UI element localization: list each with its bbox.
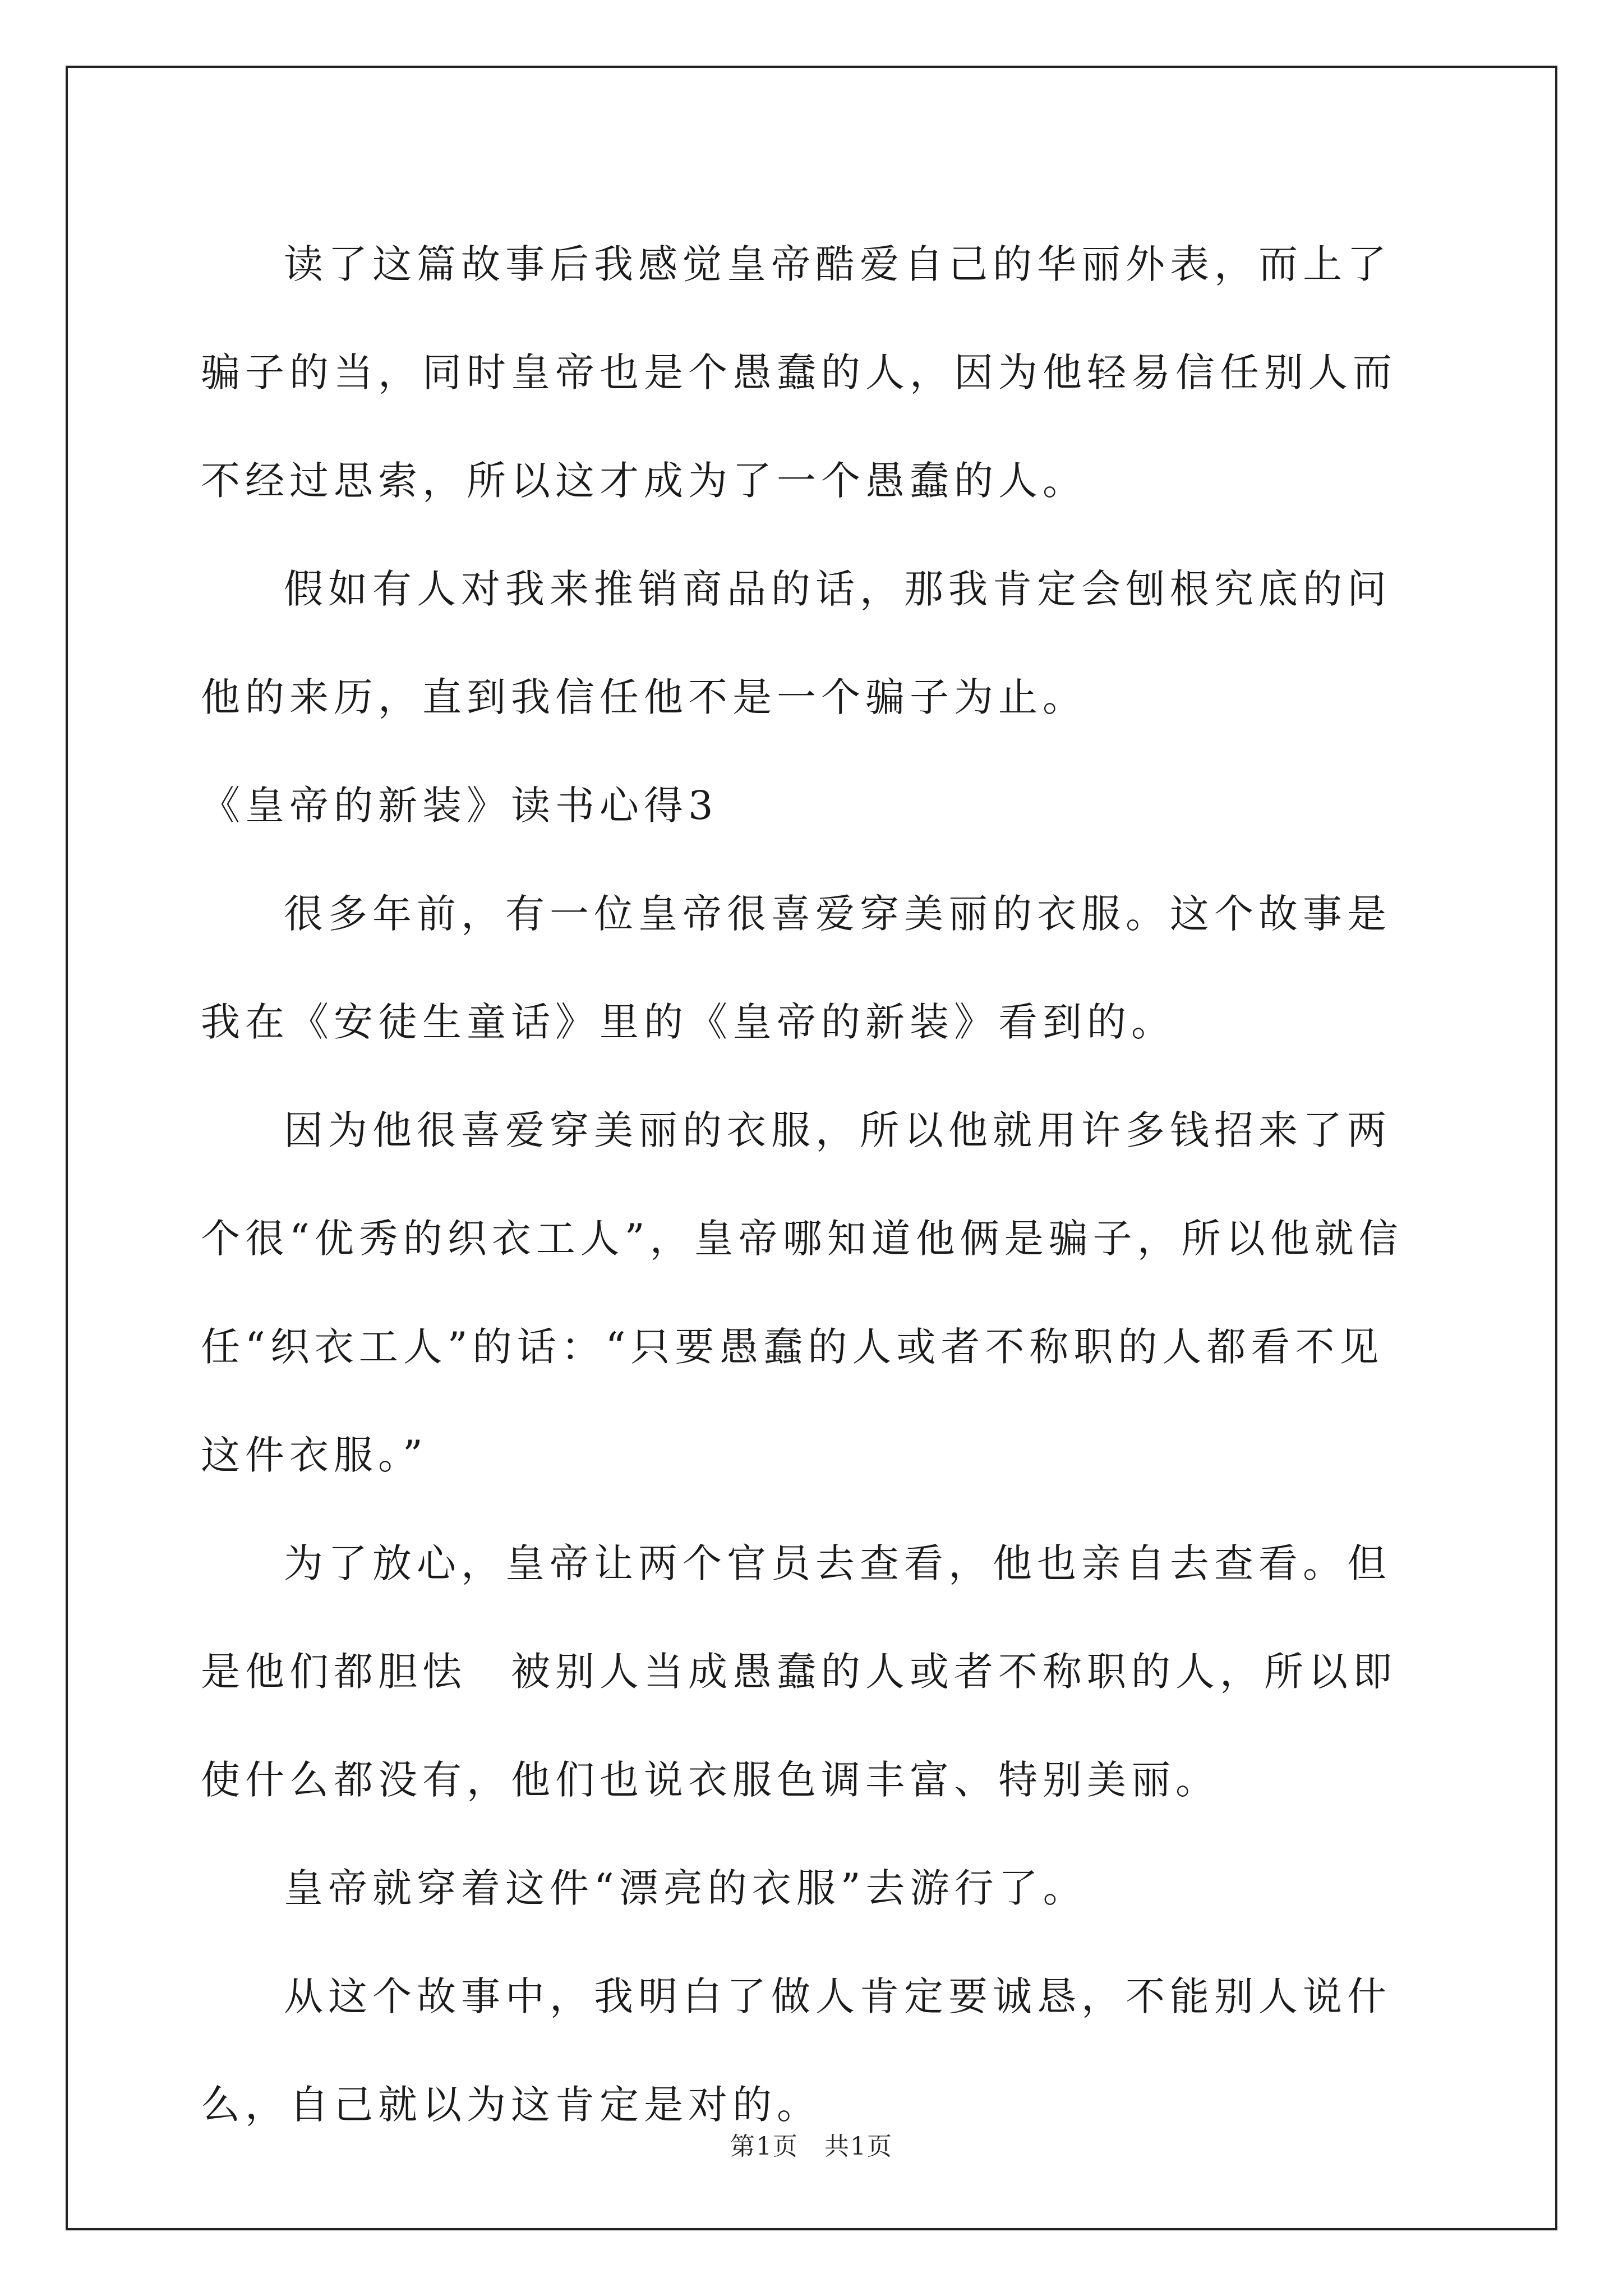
paragraph-2: 假如有人对我来推销商品的话，那我肯定会刨根究底的问他的来历，直到我信任他不是一个骗子为止。 (201, 566, 1391, 720)
section-heading: 《皇帝的新装》读书心得3 (201, 783, 718, 829)
paragraph-4: 因为他很喜爱穿美丽的衣服，所以他就用许多钱招来了两个很“优秀的织衣工人”，皇帝哪知道他俩是骗子，所以他就信任“织衣工人”的话：“只要愚蠢的人或者不称职的人都看不见这件衣服。” (201, 1107, 1403, 1478)
paragraph-5: 为了放心，皇帝让两个官员去查看，他也亲自去查看。但是他们都胆怯 被别人当成愚蠢的人或者不称职的人，所以即使什么都没有，他们也说衣服色调丰富、特别美丽。 (201, 1540, 1397, 1803)
document-body (201, 210, 1423, 2159)
paragraph-7: 从这个故事中，我明白了做人肯定要诚恳，不能别人说什么，自己就以为这肯定是对的。 (201, 1973, 1391, 2128)
paragraph-1: 读了这篇故事后我感觉皇帝酷爱自己的华丽外表，而上了骗子的当，同时皇帝也是个愚蠢的人，因为他轻易信任别人而不经过思索，所以这才成为了一个愚蠢的人。 (201, 241, 1397, 504)
paragraph-3: 很多年前，有一位皇帝很喜爱穿美丽的衣服。这个故事是我在《安徒生童话》里的《皇帝的新装》看到的。 (201, 891, 1391, 1045)
paragraph-6: 皇帝就穿着这件“漂亮的衣服”去游行了。 (284, 1865, 1087, 1911)
page-number-footer: 第1页 共1页 (730, 2132, 893, 2161)
